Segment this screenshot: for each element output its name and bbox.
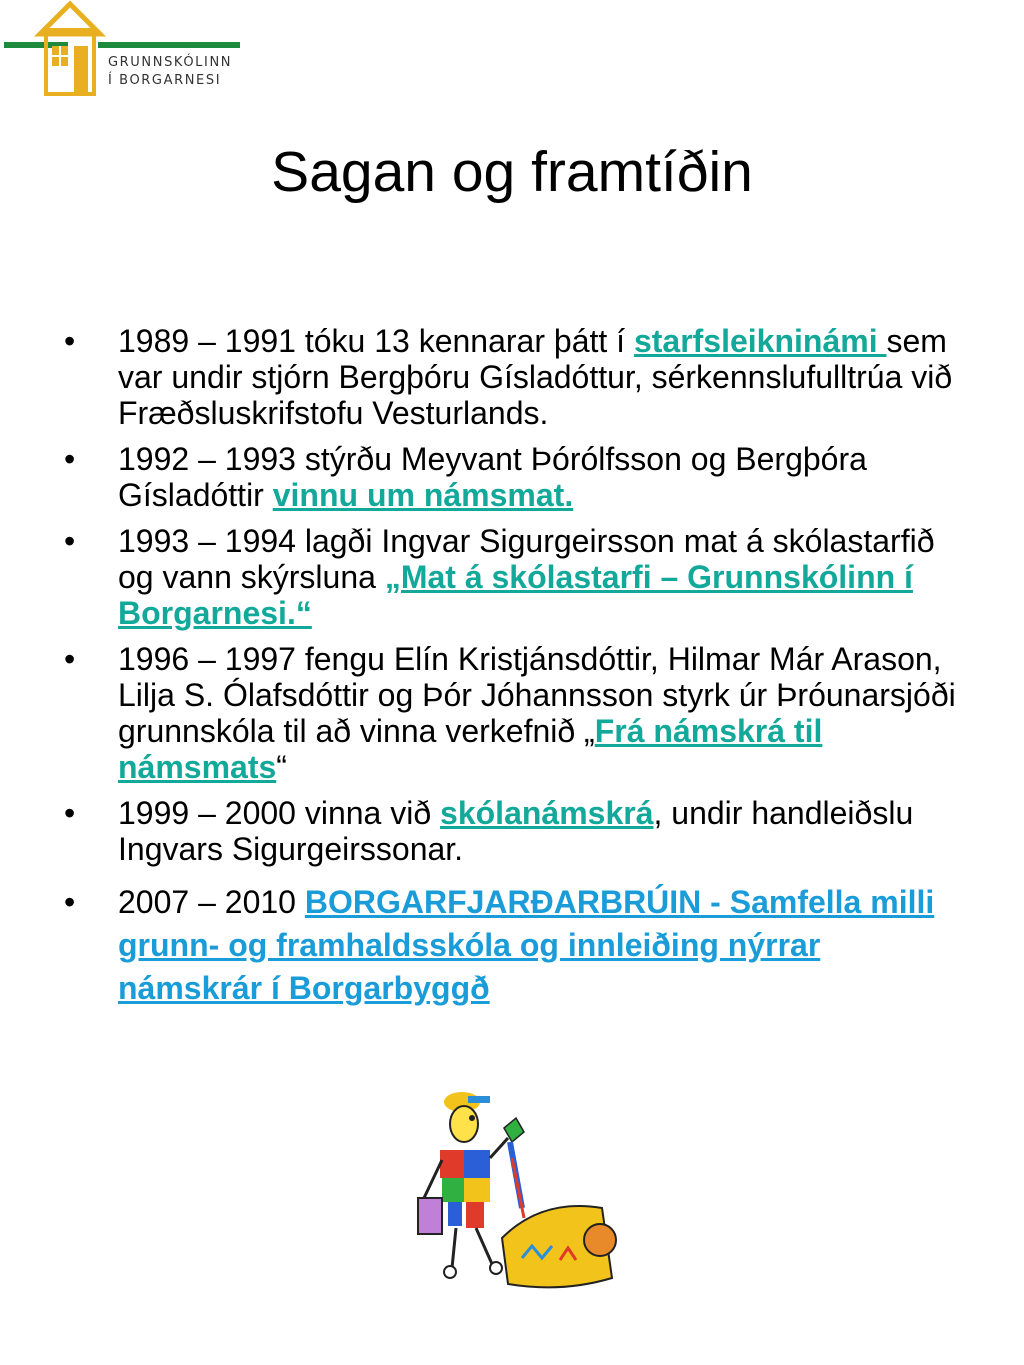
item-text: 1999 – 2000 vinna við — [118, 795, 441, 831]
list-item — [58, 795, 968, 867]
page-title: Sagan og framtíðin — [271, 140, 753, 204]
link-fra-namskra[interactable]: Frá námskrá til námsmats — [118, 713, 823, 785]
painter-clipart — [412, 1088, 632, 1298]
link-borgarfjardarbruin[interactable]: BORGARFJARÐARBRÚIN - Samfella milli grunn- og framhaldsskóla og innleiðing nýrrar námskrár í Borgarbyggð — [118, 884, 935, 1006]
item-text: , undir handleiðslu Ingvars Sigurgeirssonar. — [118, 795, 914, 867]
logo-text-line2: Í BORGARNESI — [108, 73, 222, 88]
link-namsmat[interactable]: vinnu um námsmat. — [272, 477, 574, 513]
item-text: sem var undir stjórn Bergþóru Gísladóttur, sérkennslufulltrúa við Fræðsluskrifstofu Vesturlands. — [118, 323, 953, 431]
history-list — [58, 323, 968, 1020]
link-starfsleikninami[interactable]: starfsleikninámi — [633, 323, 887, 359]
item-text: 1992 – 1993 stýrðu Meyvant Þórólfsson og Bergþóra Gísladóttir — [118, 441, 867, 513]
list-item — [58, 323, 968, 431]
item-text: 1989 – 1991 tóku 13 kennarar þátt í — [118, 323, 634, 359]
link-mat-a-skolastarfi[interactable]: „Mat á skólastarfi – Grunnskólinn í Borgarnesi.“ — [118, 559, 913, 631]
logo-text-line1: GRUNNSKÓLINN — [108, 55, 233, 70]
item-text: 2007 – 2010 — [118, 884, 305, 920]
painter-clipart-icon — [412, 1088, 632, 1298]
list-item — [58, 441, 968, 513]
school-logo — [0, 0, 250, 100]
item-text: “ — [276, 749, 287, 785]
list-item — [58, 641, 968, 785]
item-text: 1996 – 1997 fengu Elín Kristjánsdóttir, Hilmar Már Arason, Lilja S. Ólafsdóttir og Þór Jóhannsson styrk úr Þróunarsjóði grunnskóla til að vinna verkefnið „ — [118, 641, 956, 749]
item-text: 1993 – 1994 lagði Ingvar Sigurgeirsson mat á skólastarfið og vann skýrsluna — [118, 523, 935, 595]
list-item — [58, 523, 968, 631]
link-skolanamskra[interactable]: skólanámskrá — [440, 795, 654, 831]
list-item — [58, 881, 968, 1010]
